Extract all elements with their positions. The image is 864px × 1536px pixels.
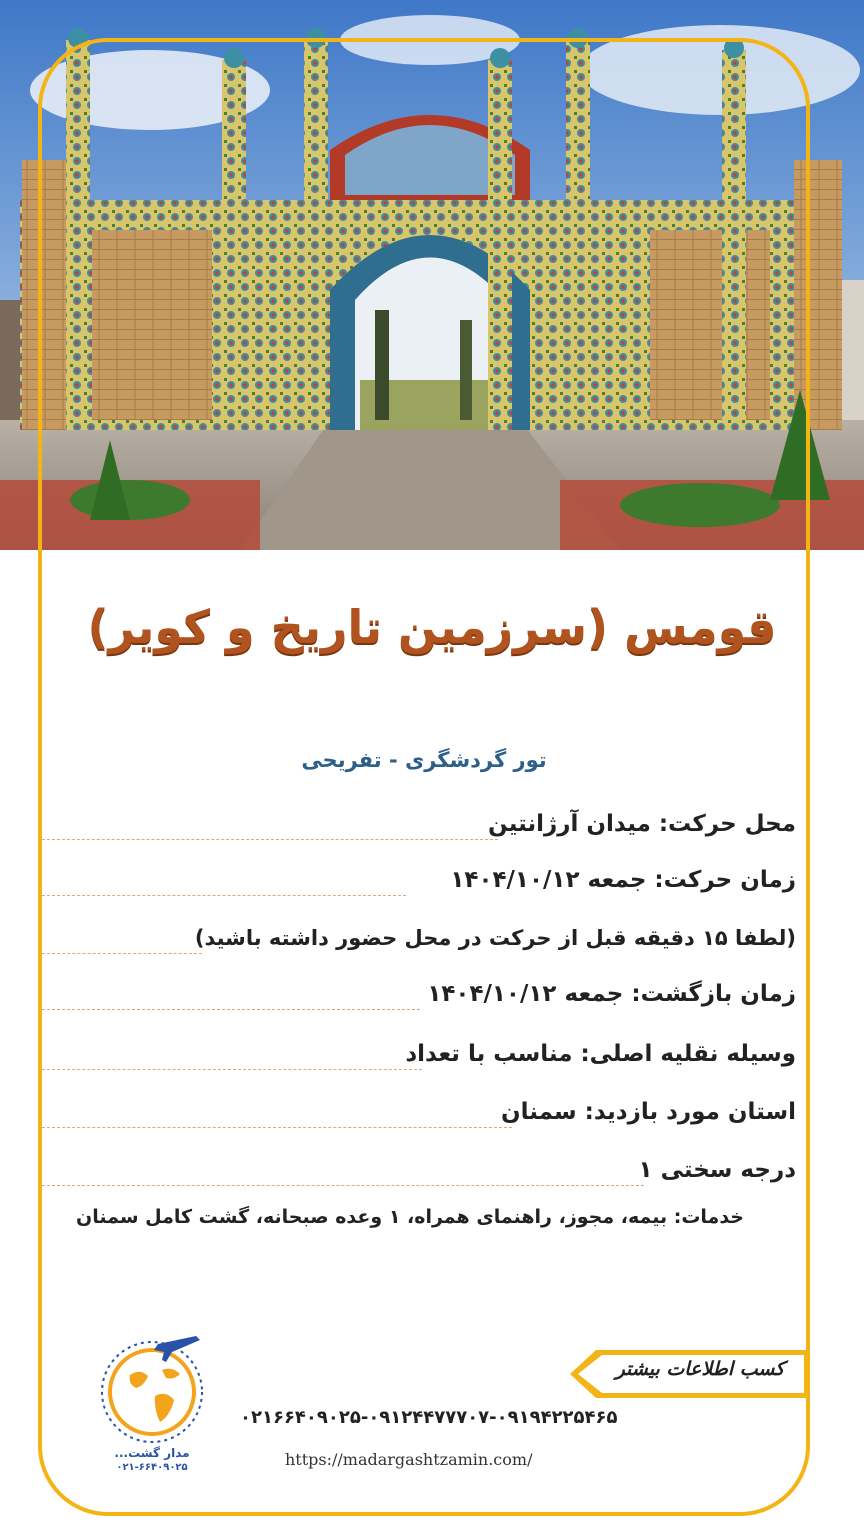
logo-name: مدار گشت... bbox=[114, 1446, 190, 1460]
detail-difficulty bbox=[42, 1150, 796, 1190]
company-logo bbox=[100, 1330, 210, 1480]
hero-photo bbox=[0, 0, 864, 550]
page-title: قومس (سرزمین تاریخ و کویر) bbox=[87, 600, 777, 654]
services-text: خدمات: بیمه، مجوز، راهنمای همراه، ۱ وعده صبحانه، گشت کامل سمنان bbox=[76, 1206, 744, 1228]
divider-line bbox=[42, 1009, 420, 1010]
detail-text: (لطفا ۱۵ دقیقه قبل از حرکت در محل حضور داشته باشید) bbox=[194, 926, 796, 950]
divider-line bbox=[42, 1069, 422, 1070]
tour-type: تور گردشگری - تفریحی bbox=[301, 748, 547, 772]
more-info-label[interactable]: کسب اطلاعات بیشتر bbox=[615, 1358, 785, 1380]
website-link[interactable]: https://madargashtzamin.com/ bbox=[285, 1450, 533, 1469]
logo-phone: ۰۲۱-۶۶۴۰۹۰۲۵ bbox=[116, 1462, 188, 1473]
detail-province bbox=[42, 1092, 796, 1132]
detail-departure-time bbox=[42, 860, 796, 900]
detail-text: درجه سختی ۱ bbox=[638, 1157, 796, 1183]
divider-line bbox=[42, 1185, 644, 1186]
detail-text: زمان حرکت: جمعه ۱۴۰۴/۱۰/۱۲ bbox=[450, 867, 796, 893]
divider-line bbox=[42, 953, 202, 954]
gate-illustration bbox=[0, 0, 864, 550]
detail-text: زمان بازگشت: جمعه ۱۴۰۴/۱۰/۱۲ bbox=[427, 981, 796, 1007]
divider-line bbox=[42, 1127, 512, 1128]
divider-line bbox=[42, 839, 498, 840]
phone-numbers: ۰۲۱۶۶۴۰۹۰۲۵-۰۹۱۲۴۴۷۷۷۰۷-۰۹۱۹۴۲۲۵۴۶۵ bbox=[240, 1407, 618, 1428]
detail-return-time bbox=[42, 974, 796, 1014]
detail-text: وسیله نقلیه اصلی: مناسب با تعداد bbox=[405, 1041, 796, 1067]
detail-text: محل حرکت: میدان آرژانتین bbox=[488, 811, 796, 837]
globe-plane-icon bbox=[100, 1330, 210, 1448]
detail-vehicle bbox=[42, 1034, 796, 1074]
detail-text: استان مورد بازدید: سمنان bbox=[500, 1099, 796, 1125]
detail-departure-place bbox=[42, 804, 796, 844]
divider-line bbox=[42, 895, 406, 896]
detail-arrival-note bbox=[42, 918, 796, 958]
